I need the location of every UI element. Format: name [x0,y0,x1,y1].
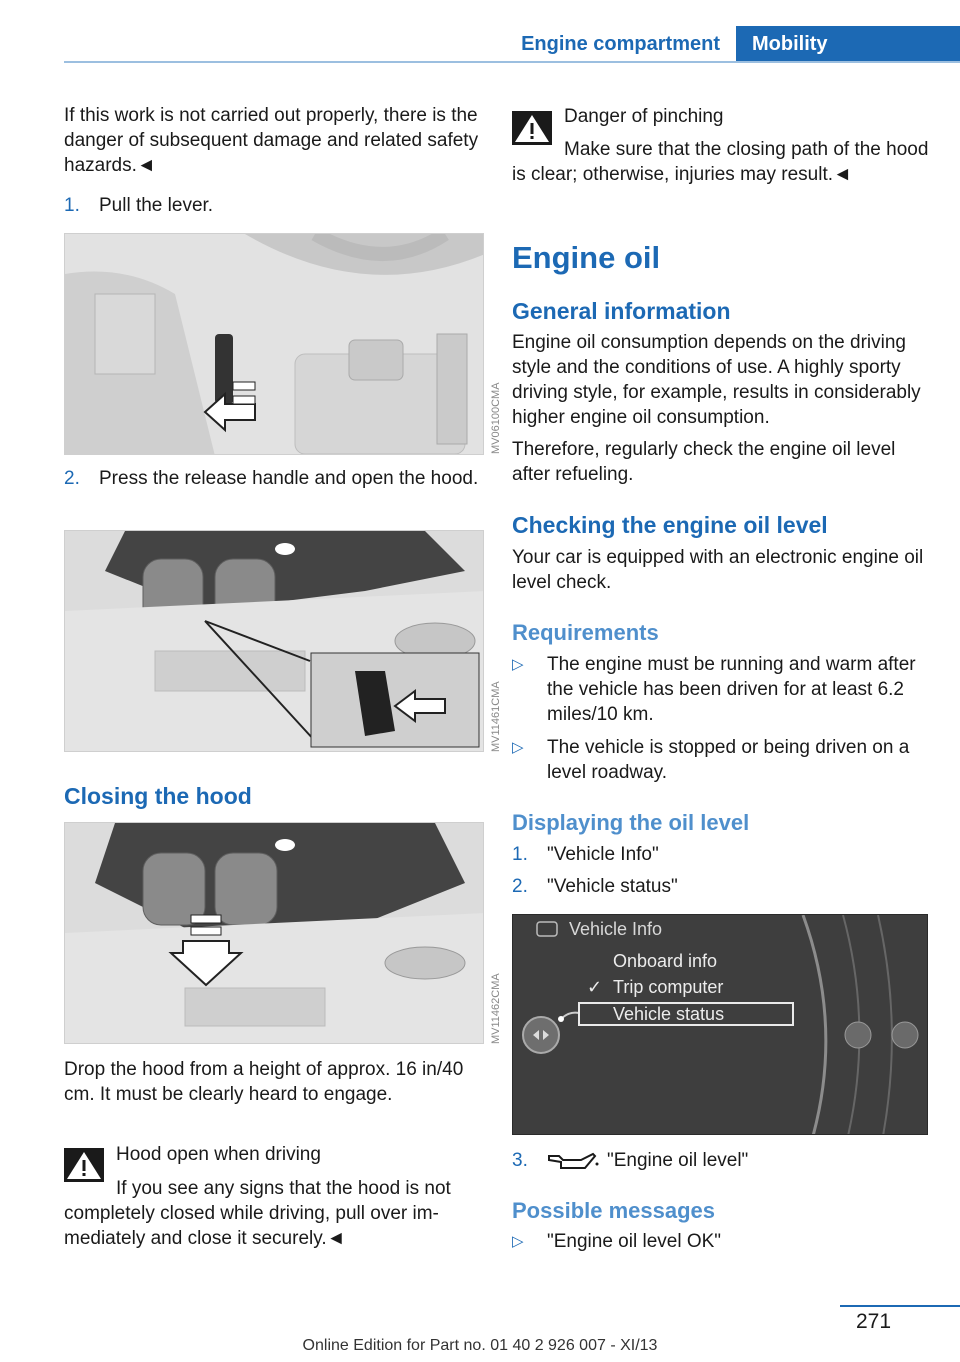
requirement-item: The engine must be running and warm after the vehicle has been driven for at least 6.2 miles/10 km. [547,654,916,725]
footer-rule [840,1305,960,1307]
oil-can-icon [547,1150,599,1172]
release-handle-illustration [65,531,484,752]
header-tab-mobility[interactable]: Mobility [736,26,960,62]
step-number: 3. [512,1150,528,1171]
step-text: "Vehicle Info" [547,844,659,865]
figure-code: MV11462CMA [490,973,502,1044]
step-number: 2. [512,876,528,897]
figure-code: MV06100CMA [490,382,502,454]
screen-menu-item-selected[interactable]: Vehicle status [613,1004,725,1024]
screen-menu-item[interactable]: Onboard info [613,951,718,971]
triangle-bullet-icon: ▷ [512,656,524,673]
triangle-bullet-icon: ▷ [512,739,524,756]
release-handle-figure [64,530,484,752]
page-number: 271 [856,1310,892,1333]
general-information-heading: General information [512,298,731,324]
checkmark-icon: ✓ [587,977,603,997]
vehicle-info-screen-figure [512,914,928,1135]
closing-hood-illustration [65,823,484,1044]
step-number: 1. [512,844,528,865]
step-text: "Vehicle status" [547,876,678,897]
step-number: 1. [64,195,80,216]
hood-lever-illustration [65,234,484,455]
closing-hood-figure [64,822,484,1044]
pinch-warning-text: Make sure that the closing path of the hood is clear; otherwise, injuries may result.◄ [512,139,929,185]
figure-code: MV11461CMA [490,681,502,752]
step-text: Press the release handle and open the hood. [99,468,479,489]
warning-text: If you see any signs that the hood is not completely closed while driving, pull over immediately and close it securely.◄ [64,1178,451,1249]
step-number: 2. [64,468,80,489]
general-info-paragraph-2: Therefore, regularly check the engine oil level after refueling. [512,439,896,485]
warning-title: Hood open when driving [116,1144,321,1165]
checking-oil-heading: Checking the engine oil level [512,512,828,538]
checking-oil-paragraph: Your car is equipped with an electronic engine oil level check. [512,547,924,593]
engine-oil-heading: Engine oil [512,240,661,275]
step-text: "Engine oil level" [607,1150,749,1171]
edition-footer: Online Edition for Part no. 01 40 2 926 007 - XI/13 [302,1337,658,1354]
drop-hood-paragraph: Drop the hood from a height of approx. 16 in/40 cm. It must be clearly heard to engage. [64,1059,464,1105]
message-item: "Engine oil level OK" [547,1231,722,1252]
pinch-warning-title: Danger of pinching [564,106,724,127]
triangle-bullet-icon: ▷ [512,1233,524,1250]
displaying-oil-heading: Displaying the oil level [512,810,750,835]
header-section-title: Engine compartment [521,33,720,55]
screen-menu-item[interactable]: Trip computer [613,977,724,997]
possible-messages-heading: Possible messages [512,1198,716,1223]
hood-lever-figure [64,233,484,455]
step-text: Pull the lever. [99,195,214,216]
closing-hood-heading: Closing the hood [64,783,252,809]
intro-paragraph: If this work is not carried out properly, there is the danger of subsequent damage and related safety hazards.◄ [64,105,479,176]
header-rule [64,61,960,63]
requirements-heading: Requirements [512,620,659,645]
screen-title: Vehicle Info [569,919,663,939]
requirement-item: The vehicle is stopped or being driven on a level roadway. [547,737,910,783]
general-info-paragraph: Engine oil consumption depends on the driving style and the conditions of use. A highly sporty driving style, for example, results in considerably higher engine oil consumption. [512,332,921,428]
